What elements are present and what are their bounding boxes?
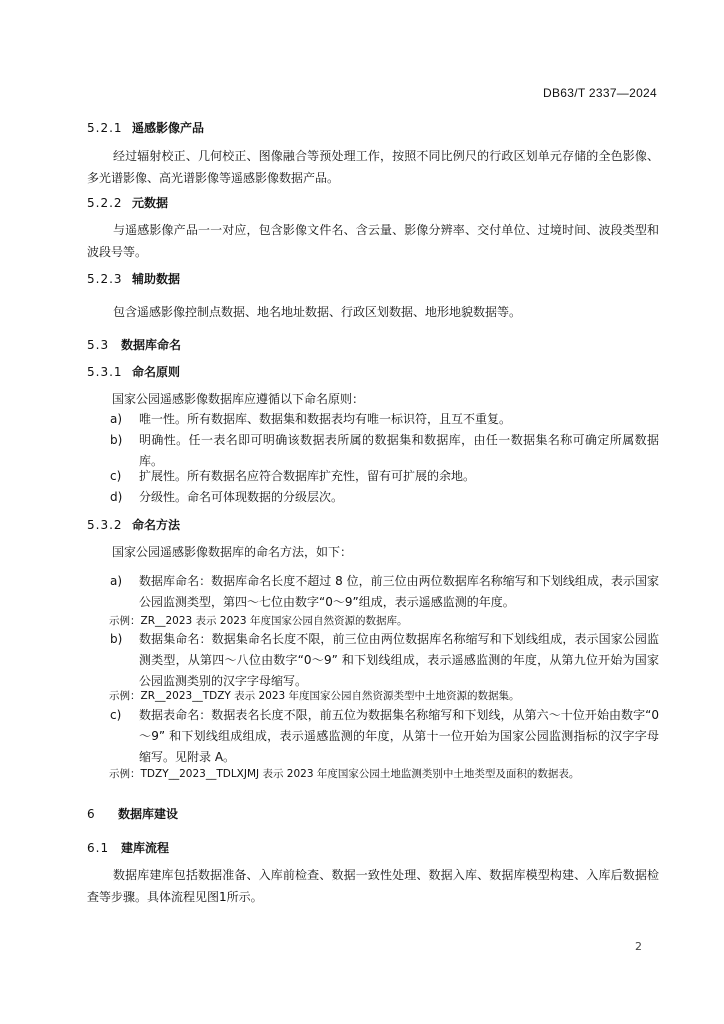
list-item	[87, 705, 659, 768]
list-text: 明确性。任一表名即可明确该数据表所属的数据集和数据库，由任一数据集名称可确定所属数据库。	[139, 433, 659, 468]
list-marker: c)	[110, 708, 122, 722]
list-marker: b)	[110, 433, 123, 447]
heading-number: 5.3	[87, 338, 110, 352]
example-database-naming: 示例：ZR__2023 表示 2023 年度国家公园自然资源的数据库。	[109, 615, 408, 627]
paragraph-metadata: 与遥感影像产品一一对应，包含影像文件名、含云量、影像分辨率、交付单位、过境时间、波段类型和波段号等。	[87, 223, 659, 259]
list-text: 唯一性。所有数据库、数据集和数据表均有唯一标识符，且互不重复。	[139, 412, 512, 426]
header-rule	[86, 107, 656, 108]
heading-number: 5.3.1	[87, 365, 123, 379]
list-item	[87, 409, 659, 430]
list-item	[87, 466, 659, 487]
list-item	[87, 571, 659, 613]
list-marker: d)	[110, 490, 123, 504]
list-item	[87, 487, 659, 508]
heading-title: 数据库命名	[121, 338, 182, 352]
heading-title: 辅助数据	[132, 272, 181, 286]
paragraph-remote-sensing-product: 经过辐射校正、几何校正、图像融合等预处理工作，按照不同比例尺的行政区划单元存储的全色影像、多光谱影像、高光谱影像等遥感影像数据产品。	[87, 149, 659, 185]
list-marker: a)	[110, 574, 123, 588]
example-dataset-naming: 示例：ZR__2023__TDZY 表示 2023 年度国家公园自然资源类型中土地资源的数据集。	[109, 690, 520, 702]
heading-number: 6	[87, 807, 96, 821]
example-table-naming: 示例：TDZY__2023__TDLXJMJ 表示 2023 年度国家公园土地监测类别中土地类型及面积的数据表。	[109, 768, 580, 780]
list-marker: c)	[110, 469, 122, 483]
paragraph-auxiliary-data: 包含遥感影像控制点数据、地名地址数据、行政区划数据、地形地貌数据等。	[113, 305, 522, 319]
heading-number: 6.1	[87, 841, 110, 855]
list-text: 数据集命名：数据集命名长度不限，前三位由两位数据库名称缩写和下划线组成，表示国家公园监测类型，从第四～八位由数字“0～9” 和下划线组成，表示遥感监测的年度，从第九位开始为国家公园监测类别的汉字字母缩写。	[139, 632, 659, 688]
paragraph-build-process: 数据库建库包括数据准备、入库前检查、数据一致性处理、数据入库、数据库模型构建、入库后数据检查等步骤。具体流程见图1所示。	[87, 868, 659, 904]
heading-title: 数据库建设	[118, 807, 179, 821]
heading-5-3-1	[87, 363, 180, 380]
list-marker: b)	[110, 632, 123, 646]
heading-5-3	[87, 336, 181, 353]
heading-title: 元数据	[132, 196, 169, 210]
heading-5-2-3	[87, 270, 180, 287]
heading-number: 5.3.2	[87, 518, 123, 532]
heading-5-2-1	[87, 119, 204, 136]
naming-method-intro: 国家公园遥感影像数据库的命名方法，如下：	[112, 545, 353, 559]
document-code: DB63/T 2337—2024	[543, 86, 657, 100]
heading-number: 5.2.3	[87, 272, 123, 286]
naming-principles-intro: 国家公园遥感影像数据库应遵循以下命名原则：	[112, 392, 365, 406]
list-marker: a)	[110, 412, 123, 426]
heading-title: 遥感影像产品	[132, 121, 205, 135]
page-number: 2	[635, 940, 642, 953]
heading-title: 建库流程	[121, 841, 170, 855]
heading-title: 命名原则	[132, 365, 181, 379]
heading-5-2-2	[87, 194, 168, 211]
heading-title: 命名方法	[132, 518, 181, 532]
list-text: 扩展性。所有数据名应符合数据库扩充性，留有可扩展的余地。	[139, 469, 476, 483]
heading-6	[87, 805, 178, 822]
list-text: 数据库命名：数据库命名长度不超过 8 位，前三位由两位数据库名称缩写和下划线组成，表示国家公园监测类型，第四～七位由数字“0～9”组成，表示遥感监测的年度。	[139, 574, 659, 609]
list-text: 数据表命名：数据表名长度不限，前五位为数据集名称缩写和下划线，从第六～十位开始由数字“0～9” 和下划线组成组成，表示遥感监测的年度，从第十一位开始为国家公园监测指标的汉字字母缩写。见附录 A。	[139, 708, 659, 764]
heading-number: 5.2.2	[87, 196, 123, 210]
heading-5-3-2	[87, 516, 180, 533]
heading-6-1	[87, 839, 169, 856]
list-item	[87, 629, 659, 692]
heading-number: 5.2.1	[87, 121, 123, 135]
list-text: 分级性。命名可体现数据的分级层次。	[139, 490, 344, 504]
